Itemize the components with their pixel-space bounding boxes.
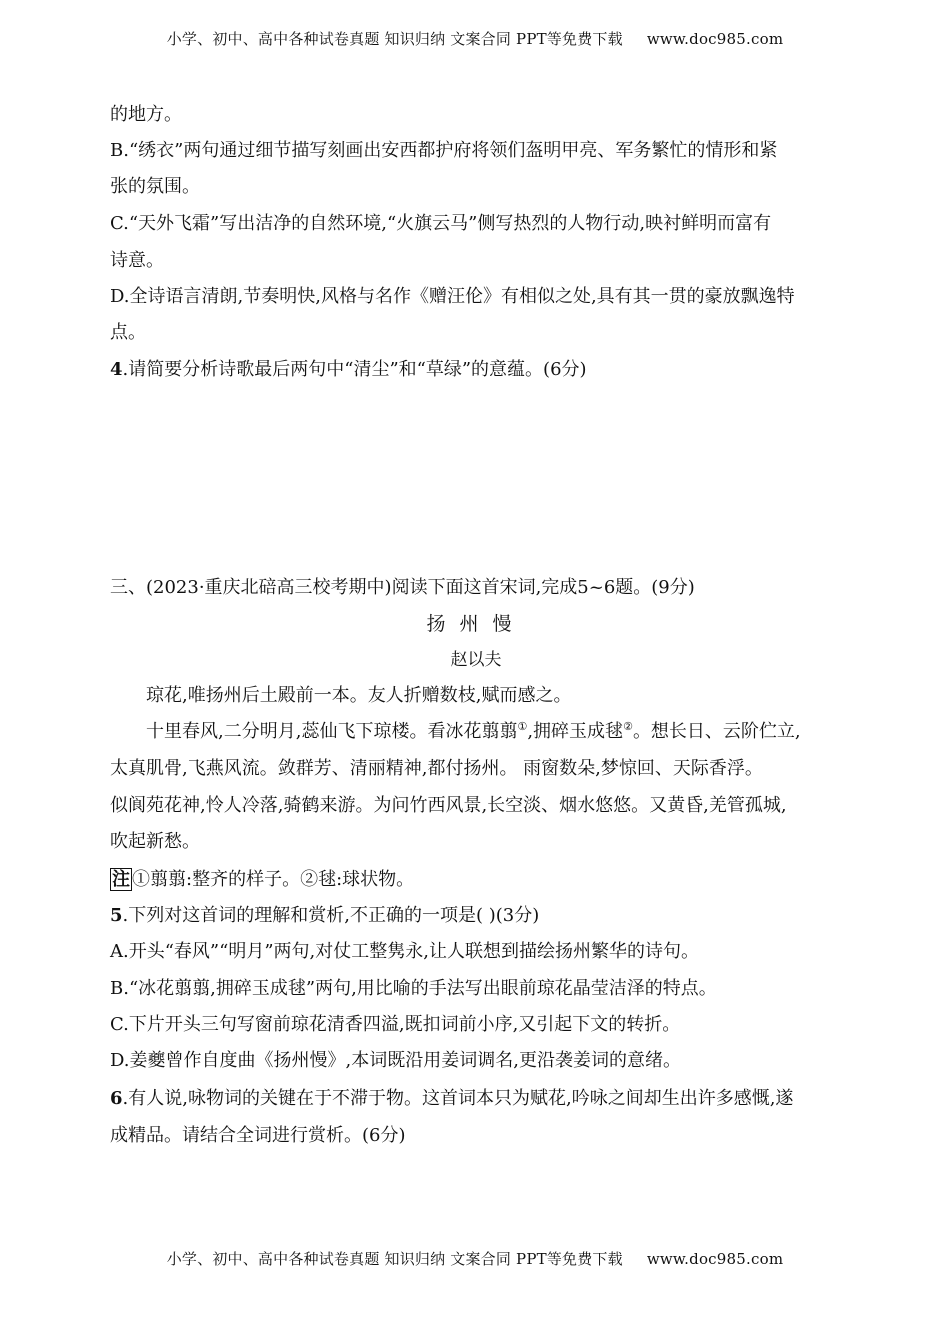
question-5-option-b: B.“冰花翦翦,拥碎玉成毬”两句,用比喻的手法写出眼前琼花晶莹洁泽的特点。: [110, 978, 717, 999]
question-6-line2: 成精品。请结合全词进行赏析。(6分): [110, 1125, 406, 1146]
question-5-option-c: C.下片开头三句写窗前琼花清香四溢,既扣词前小序,又引起下文的转折。: [110, 1014, 681, 1035]
header-text: 小学、初中、高中各种试卷真题 知识归纳 文案合同 PPT等免费下载: [166, 30, 623, 48]
footnote-marker-2: ②: [623, 720, 633, 733]
poem-preface: 琼花,唯扬州后土殿前一本。友人折赠数枝,赋而感之。: [146, 685, 572, 706]
poem-title: 扬州慢: [426, 613, 526, 635]
option-d-line1: D.全诗语言清朗,节奏明快,风格与名作《赠汪伦》有相似之处,具有其一贯的豪放飘逸特: [110, 286, 795, 307]
footer-text: 小学、初中、高中各种试卷真题 知识归纳 文案合同 PPT等免费下载: [166, 1250, 623, 1268]
option-c-line2: 诗意。: [110, 250, 164, 271]
page-footer: [0, 1248, 950, 1269]
poem-line-1-part-a: 十里春风,二分明月,蕊仙飞下琼楼。看冰花翦翦: [146, 721, 518, 742]
question-6-line1: [110, 1087, 793, 1111]
question-4-text: .请简要分析诗歌最后两句中“清尘”和“草绿”的意蕴。(6分): [122, 359, 587, 380]
question-5-option-a: A.开头“春风”“明月”两句,对仗工整隽永,让人联想到描绘扬州繁华的诗句。: [110, 941, 699, 962]
question-5-option-d: D.姜夔曾作自度曲《扬州慢》,本词既沿用姜词调名,更沿袭姜词的意绪。: [110, 1050, 681, 1071]
option-b-line1: B.“绣衣”两句通过细节描写刻画出安西都护府将领们盔明甲亮、军务繁忙的情形和紧: [110, 140, 778, 161]
question-4-number: 4: [110, 359, 123, 380]
question-4: [110, 358, 587, 382]
section-3-heading: 三、(2023·重庆北碚高三校考期中)阅读下面这首宋词,完成5~6题。(9分): [110, 577, 695, 598]
poem-line-2: 太真肌骨,飞燕风流。敛群芳、清丽精神,都付扬州。 雨窗数朵,梦惊回、天际香浮。: [110, 758, 763, 779]
question-5-text: .下列对这首词的理解和赏析,不正确的一项是( )(3分): [122, 905, 540, 926]
page-header: [0, 28, 950, 49]
poem-notes: [110, 868, 414, 892]
poem-line-4: 吹起新愁。: [110, 831, 200, 852]
option-c-line1: C.“天外飞霜”写出洁净的自然环境,“火旗云马”侧写热烈的人物行动,映衬鲜明而富有: [110, 213, 772, 234]
header-site: www.doc985.com: [646, 30, 784, 48]
poem-line-1-part-c: 。想长日、云阶伫立,: [632, 721, 801, 742]
question-5: [110, 904, 539, 928]
footnote-marker-1: ①: [517, 720, 528, 733]
option-a-tail: 的地方。: [110, 104, 182, 125]
note-label: 注: [112, 869, 130, 890]
option-b-line2: 张的氛围。: [110, 176, 200, 197]
question-6-text-1: .有人说,咏物词的关键在于不滞于物。这首词本只为赋花,吟咏之间却生出许多感慨,遂: [122, 1088, 794, 1109]
note-text: ①翦翦:整齐的样子。②毬:球状物。: [132, 869, 415, 890]
question-5-number: 5: [110, 905, 123, 926]
poem-line-1-part-b: ,拥碎玉成毬: [527, 721, 624, 742]
option-d-line2: 点。: [110, 322, 146, 343]
footer-site: www.doc985.com: [646, 1250, 784, 1268]
poem-line-1: [146, 720, 801, 744]
question-6-number: 6: [110, 1088, 123, 1109]
poem-author: 赵以夫: [450, 650, 502, 670]
poem-line-3: 似阆苑花神,怜人冷落,骑鹤来游。为问竹西风景,长空淡、烟水悠悠。又黄昏,羌管孤城,: [110, 795, 787, 816]
